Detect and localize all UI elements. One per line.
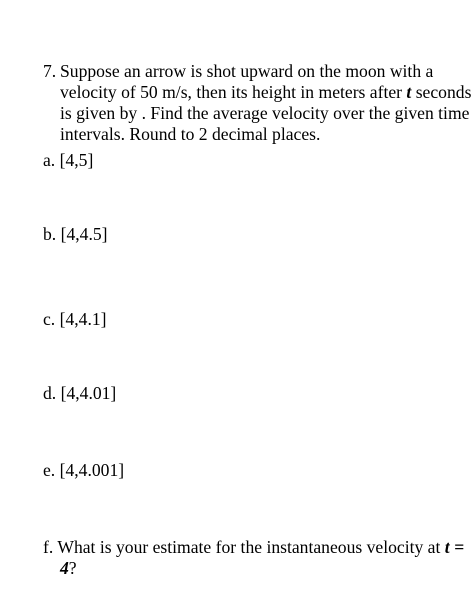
part-f-equals: = bbox=[449, 537, 465, 557]
problem-line-2-tail: seconds bbox=[411, 82, 472, 102]
problem-line-2 bbox=[60, 82, 472, 103]
problem-line-4: intervals. Round to 2 decimal places. bbox=[60, 124, 321, 144]
part-f-value: 4 bbox=[60, 558, 69, 578]
problem-number: 7. bbox=[43, 61, 57, 81]
part-f-line-1 bbox=[43, 537, 465, 558]
variable-t: t bbox=[406, 82, 412, 102]
problem-text bbox=[60, 61, 472, 145]
part-f-prefix: f. What is your estimate for the instantaneous velocity at bbox=[43, 537, 445, 557]
problem-line-2-text: velocity of 50 m/s, then its height in meters after bbox=[60, 82, 407, 102]
part-a: a. [4,5] bbox=[43, 150, 94, 170]
part-e: e. [4,4.001] bbox=[43, 460, 125, 480]
part-d: d. [4,4.01] bbox=[43, 383, 117, 403]
part-b: b. [4,4.5] bbox=[43, 224, 108, 244]
problem-line-1: Suppose an arrow is shot upward on the moon with a bbox=[60, 61, 434, 81]
part-f bbox=[43, 537, 465, 579]
problem-line-3: is given by . Find the average velocity over the given time bbox=[60, 103, 470, 123]
part-f-suffix: ? bbox=[68, 558, 77, 578]
part-c: c. [4,4.1] bbox=[43, 309, 107, 329]
part-f-line-2 bbox=[60, 558, 443, 579]
part-f-variable: t bbox=[444, 537, 450, 557]
problem-statement bbox=[43, 61, 472, 145]
